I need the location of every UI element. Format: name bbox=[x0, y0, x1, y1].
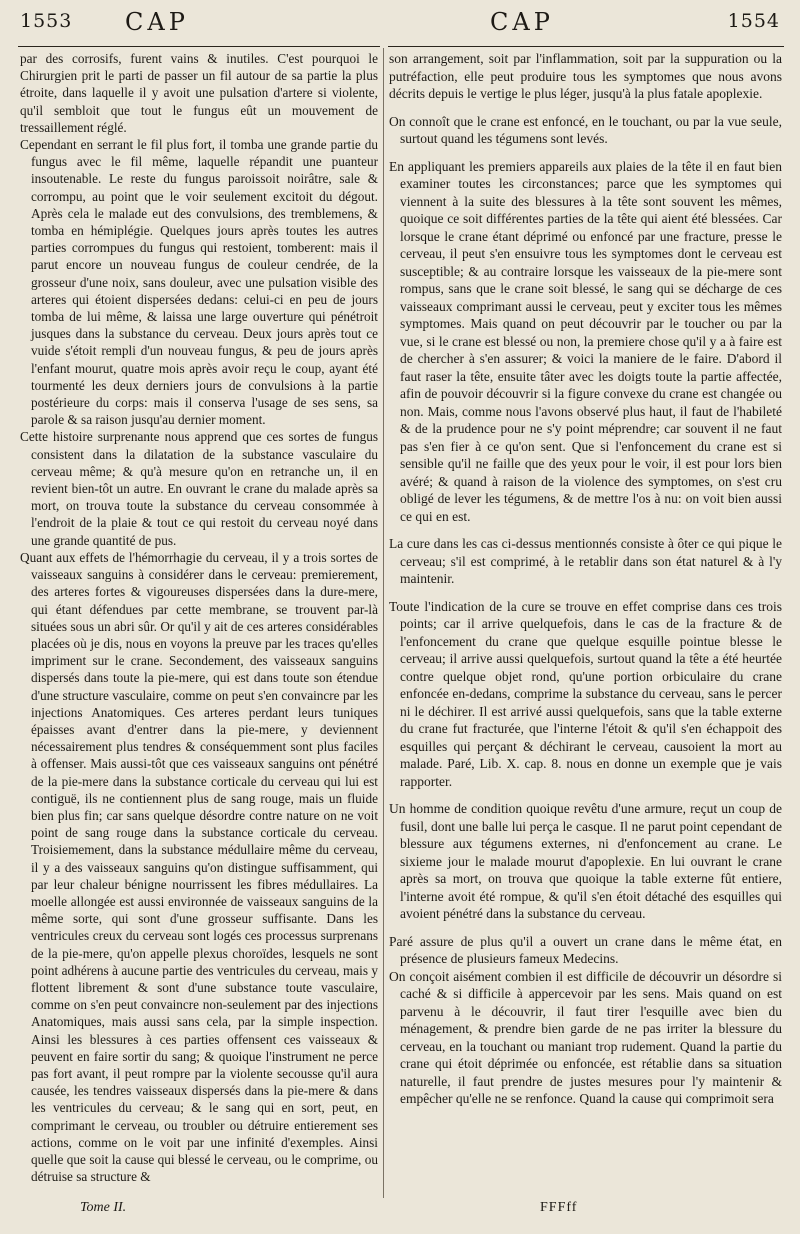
header-rule-left bbox=[18, 46, 380, 47]
paragraph: Cette histoire surprenante nous apprend que ces sortes de fungus consistent dans la dilatation de la substance vasculaire du cerveau même; & qu'à mesure qu'on en retranche un, il en revient bien-tôt un autre. En ouvrant le crane du malade après sa mort, on trouva toute la substance du cerveau consommée à l'endroit de la plaie & tout ce qui restoit du cerveau noyé dans une grande quantité de pus. bbox=[20, 429, 378, 548]
header-rule-right bbox=[388, 46, 784, 47]
paragraph: On conçoit aisément combien il est difficile de découvrir un désordre si caché & si difficile à appercevoir par les sens. Mais quand on est parvenu à le découvrir, il faut tirer l'esquille avec bien du ménagement, & prendre bien garde de ne pas irriter la blessure du cerveau, en la touchant ou maniant trop rudement. Quand la partie du crane qui étoit déprimée ou enfoncée, est rétablie dans sa situation naturelle, il faut prendre de justes mesures pour l'y maintenir & empêcher qu'elle ne se renfonce. Quand la cause qui comprimoit sera bbox=[389, 968, 782, 1106]
paragraph: On connoît que le crane est enfoncé, en le touchant, ou par la vue seule, surtout quand les tégumens sont levés. bbox=[389, 113, 782, 146]
right-page-number: 1554 bbox=[727, 10, 780, 32]
left-page-number: 1553 bbox=[20, 10, 73, 32]
column-divider bbox=[383, 48, 384, 1198]
gathering-signature: FFFff bbox=[540, 1200, 578, 1215]
paragraph: En appliquant les premiers appareils aux plaies de la tête il en faut bien examiner toutes les circonstances; parce que les symptomes qui viennent à la suite des blessures à la tête sont souvent les mêmes, quoique ce soit différentes parties de la tête qui aient été blessées. Car lorsque le crane étant déprimé ou enfoncé par une fracture, presse le cerveau, il peut s'en ensuivre tous les symptomes dont le cerveau est susceptible; & au contraire lorsque les vaisseaux de la pie-mere sont rompus, sans que le crane soit blessé, le sang qui se décharge de ces vaisseaux comprimant aussi le cerveau, peut y exciter tous les mêmes symptomes. Mais quand on peut découvrir par le toucher ou par la vue, si le crane est blessé ou non, la premiere chose qu'il y a à faire est de chercher à s'en assurer; & voici la maniere de le faire. D'abord il faut raser la tête, ensuite tâter avec les doigts toute la partie affectée, afin de pouvoir découvrir si la figure convexe du crane est changée ou non. Mais, comme nous l'avons observé plus haut, il faut de l'habileté & de la prudence pour ne s'y point méprendre; car souvent il ne faut pas s'en fier à ce qu'on sent. Que si l'enfoncement du crane est si sensible qu'il ne faille que des yeux pour le voir, il est pour lors bien avéré; & quand à raison de la violence des symptomes, on s'est cru obligé de lever les tégumens, & de mettre l'os à nu: on voit bien aussi ce qui en est. bbox=[389, 158, 782, 524]
paragraph: son arrangement, soit par l'inflammation, soit par la suppuration ou la putréfaction, elle peut produire tous les symptomes que nous avons décrits depuis le vertige le plus léger, jusqu'à la plus fatale apoplexie. bbox=[389, 51, 782, 101]
paragraph: Quant aux effets de l'hémorrhagie du cerveau, il y a trois sortes de vaisseaux sanguins à considérer dans le cerveau: premierement, des arteres fortes & vigoureuses dispersées dans la dure-mere, qui étant défendues par cette membrane, se trouvent par-là situées sous un abri sûr. Or qu'il y ait de ces arteres considérables placées où je dis, nous en voyons la preuve par les traces qu'elles impriment sur le crane. Secondement, des vaisseaux sanguins dispersés dans toute la pie-mere, qui est dans toute son étendue d'une structure vasculaire, comme on peut s'en convaincre par les injections Anatomiques. Ces arteres perdant leurs tuniques épaisses avant d'entrer dans la pie-mere, y deviennent nécessairement plus tendres & conséquemment sont plus faciles à offenser. Mais aussi-tôt que ces vaisseaux sanguins ont pénétré de la pie-mere dans la substance corticale du cerveau qui lui est contiguë, ils ne contiennent plus de sang rouge, mais un fluide bien plus fin; car sans quelque désordre contre nature on ne voit point de sang rouge dans la substance corticale du cerveau. Troisiemement, dans la substance médullaire même du cerveau, il y a des vaisseaux sanguins qu'on distingue suffisamment, qui par leur chaleur bénigne nourrissent les fibres médullaires. La moelle allongée est aussi environnée de vaisseaux sanguins de la même sorte, qui sont d'une grosseur suffisante. Dans les ventricules creux du cerveau sont logés ces processus surprenans de la pie-mere, qu'on appelle plexus choroïdes, lesquels ne sont point adhérens à aucune partie des ventricules du cerveau, mais y flottent librement & sont d'une substance toute vasculaire, comme on s'en peut convaincre non-seulement par des injections Anatomiques, mais aussi sans cela, par la simple inspection. Ainsi les blessures à ces parties offensent ces vaisseaux & peuvent en faire sortir du sang; & quoique l'instrument ne perce pas fort avant, il peut rompre par la violente secousse qu'il aura causée, les tendres vaisseaux dispersés dans la pie-mere & dans les ventricules du cerveau; & le sang qui en sort, peut, en comprimant le cerveau, ou troubler ou détruire entierement ses actions, comme on le voit par une infinité d'exemples. Ainsi quelle que soit la cause qui blessé le cerveau, ou le comprime, ou détruise sa structure & bbox=[20, 549, 378, 1185]
left-column bbox=[20, 50, 378, 1185]
paragraph: Un homme de condition quoique revêtu d'une armure, reçut un coup de fusil, dont une balle lui perça le casque. Il ne parut point cependant de blessure aux tégumens externes, ni d'enfoncement au crane. Le sixieme jour le malade mourut d'apoplexie. En lui ouvrant le crane après sa mort, on trouva que quoique la table externe fût entiere, l'interne avoit été rompue, & qu'il s'en étoit détaché des esquilles qui avoient pénétré dans la substance du cerveau. bbox=[389, 801, 782, 921]
paragraph: Cependant en serrant le fil plus fort, il tomba une grande partie du fungus avec le fil même, laquelle répandit une puanteur insoutenable. Le reste du fungus paroissoit noirâtre, sale & corrompu, au point que le voir seulement excitoit du dégout. Après cela le malade eut des convulsions, des tremblemens, & tomba en hémiplégie. Quelques jours après toutes les autres parties corrompues du fungus qui restoient, tomberent: mais il parut encore un nouveau fungus de couleur cendrée, de la grosseur d'une noix, sans douleur, avec une pulsation visible des arteres qui étoient dispersées dedans: celui-ci en peu de jours tomba de lui même, & laissa une large ouverture qui pénétroit jusques dans la substance du cerveau. Deux jours après tout ce vuide s'étoit rempli d'un nouveau fungus, & peu de jours après l'enfant mourut, quatre mois après avoir reçu le coup, ayant été tourmenté les deux derniers jours de convulsions à la partie postérieure du corps: mais il conserva l'usage de ses sens, sa parole & sa raison jusqu'au dernier moment. bbox=[20, 137, 378, 428]
paragraph: par des corrosifs, furent vains & inutiles. C'est pourquoi le Chirurgien prit le parti de passer un fil autour de sa partie la plus étroite, dans laquelle il y avoit une pulsation d'artere si violente, qu'il sembloit que tout le fungus eût un mouvement de tressaillement réglé. bbox=[20, 51, 378, 135]
left-running-head: CAP bbox=[125, 8, 189, 36]
paragraph: Toute l'indication de la cure se trouve en effet comprise dans ces trois points; car il arrive quelquefois, dans le cas de la fracture & de l'enfoncement du crane que quelque esquille pointue blesse le cerveau; il arrive aussi quelquefois, surtout quand la tête a été heurtée contre quelque objet rond, qu'une portion orbiculaire du crane enfoncée en-dedans, comprime la substance du cerveau, sans le percer ni le déchirer. Il est arrivé aussi quelquefois, sans que la table externe du crane fut fracturée, que l'interne l'étoit & qu'il s'en échappoit des esquilles qui perçant & déchirant le cerveau, causoient la mort au malade. Paré, Lib. X. cap. 8. nous en donne un exemple que je vais rapporter. bbox=[389, 598, 782, 789]
paragraph: La cure dans les cas ci-dessus mentionnés consiste à ôter ce qui pique le cerveau; s'il est comprimé, à le retablir dans son état naturel & à l'y maintenir. bbox=[389, 536, 782, 586]
paragraph: Paré assure de plus qu'il a ouvert un crane dans le même état, en présence de plusieurs fameux Medecins. bbox=[389, 933, 782, 966]
right-running-head: CAP bbox=[490, 8, 554, 36]
volume-signature: Tome II. bbox=[80, 1200, 127, 1215]
right-column bbox=[389, 50, 782, 1108]
